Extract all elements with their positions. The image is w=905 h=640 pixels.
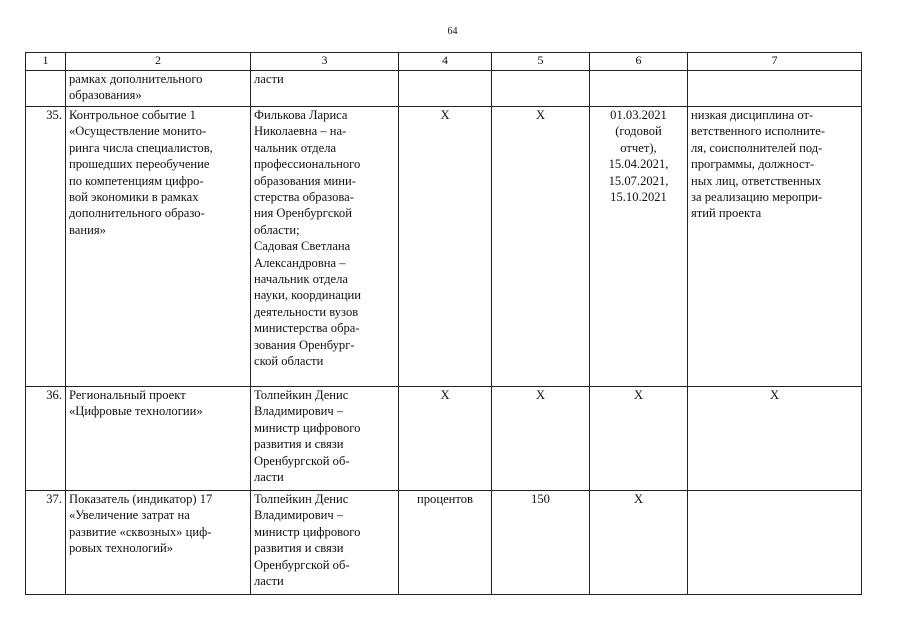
unit-cell: Х — [399, 387, 492, 491]
table-row — [26, 387, 862, 491]
risk-cell — [688, 491, 862, 595]
column-header: 6 — [590, 53, 688, 71]
value-cell — [492, 71, 590, 107]
responsible-cell: ласти — [251, 71, 399, 107]
value-cell: Х — [492, 387, 590, 491]
risk-cell: Х — [688, 387, 862, 491]
responsible-cell: Толпейкин Денис Владимирович – министр цифрового развития и связи Оренбургской об- ласти — [251, 387, 399, 491]
value-cell: 150 — [492, 491, 590, 595]
document-table — [25, 52, 862, 595]
responsible-cell: Толпейкин Денис Владимирович – министр цифрового развития и связи Оренбургской об- ласти — [251, 491, 399, 595]
responsible-cell: Филькова Лариса Николаевна – на- чальник отдела профессионального образования мини- стерства образова- ния Оренбургской области; Садовая Светлана Александровна – начальник отдела науки, координации деятельности вузов министерства обра- зования Оренбург- ской области — [251, 107, 399, 387]
event-name-cell: Контрольное событие 1 «Осуществление монито- ринга числа специалистов, прошедших переобучение по компетенциям цифро- вой экономики в рамках дополнительного образо- вания» — [66, 107, 251, 387]
page-number: 64 — [447, 26, 458, 37]
row-number: 37. — [26, 491, 66, 595]
row-number: 36. — [26, 387, 66, 491]
date-cell: Х — [590, 387, 688, 491]
row-number: 35. — [26, 107, 66, 387]
table-header-row — [26, 53, 862, 71]
event-name-cell: Показатель (индикатор) 17 «Увеличение затрат на развитие «сквозных» циф- ровых технологий» — [66, 491, 251, 595]
table-row — [26, 107, 862, 387]
column-header: 7 — [688, 53, 862, 71]
date-cell — [590, 71, 688, 107]
unit-cell — [399, 71, 492, 107]
unit-cell: процентов — [399, 491, 492, 595]
risk-cell — [688, 71, 862, 107]
table-row — [26, 71, 862, 107]
unit-cell: Х — [399, 107, 492, 387]
date-cell: Х — [590, 491, 688, 595]
column-header: 3 — [251, 53, 399, 71]
column-header: 4 — [399, 53, 492, 71]
table-row — [26, 491, 862, 595]
column-header: 5 — [492, 53, 590, 71]
value-cell: Х — [492, 107, 590, 387]
column-header: 1 — [26, 53, 66, 71]
risk-cell: низкая дисциплина от- ветственного исполните- ля, соисполнителей под- программы, должност- ных лиц, ответственных за реализацию меропри- ятий проекта — [688, 107, 862, 387]
event-name-cell: Региональный проект «Цифровые технологии» — [66, 387, 251, 491]
row-number — [26, 71, 66, 107]
event-name-cell: рамках дополнительного образования» — [66, 71, 251, 107]
column-header: 2 — [66, 53, 251, 71]
date-cell: 01.03.2021 (годовой отчет), 15.04.2021, 15.07.2021, 15.10.2021 — [590, 107, 688, 387]
